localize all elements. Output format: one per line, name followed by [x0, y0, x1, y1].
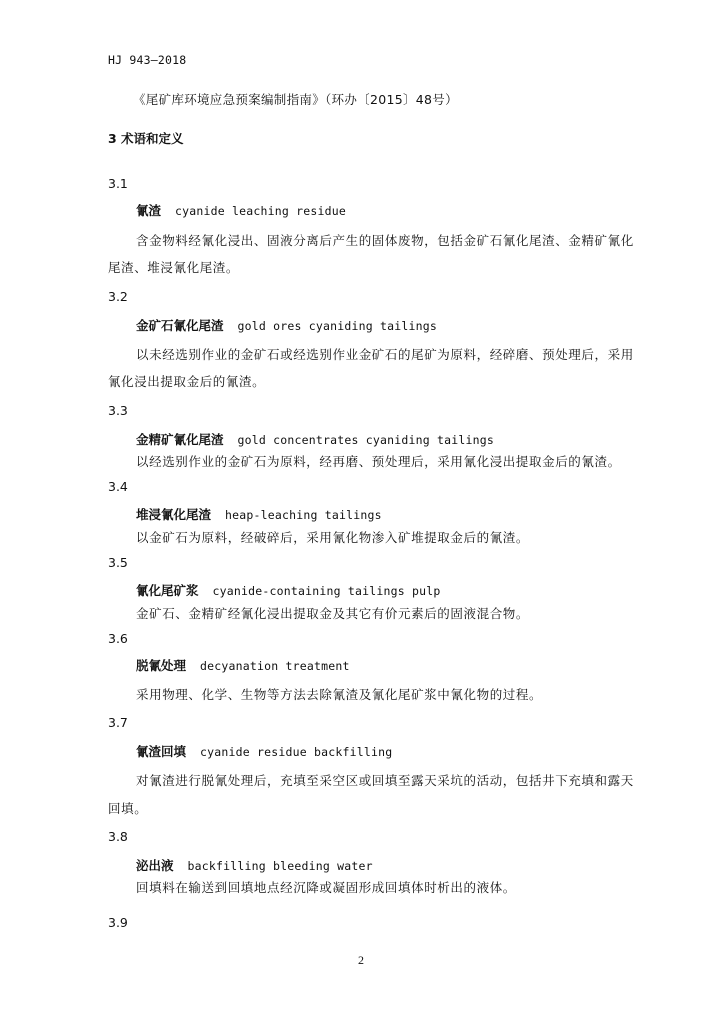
- term-zh: 脱氰处理: [136, 658, 187, 673]
- term-number: 3.1: [108, 176, 128, 191]
- definition-line: 尾渣、堆浸氰化尾渣。: [108, 260, 240, 275]
- term-heading: [136, 205, 346, 218]
- term-zh: 氰化尾矿浆: [136, 583, 199, 598]
- term-heading: [136, 320, 437, 333]
- definition-line: 对氰渣进行脱氰处理后，充填至采空区或回填至露天采坑的活动，包括井下充填和露天: [136, 773, 634, 788]
- definition-line: 回填。: [108, 801, 148, 816]
- term-en: decyanation treatment: [200, 659, 350, 673]
- term-number: 3.2: [108, 289, 128, 304]
- reference-citation: 《尾矿库环境应急预案编制指南》（环办〔2015〕48号）: [133, 92, 458, 107]
- term-zh: 金矿石氰化尾渣: [136, 318, 224, 333]
- definition-line: 金矿石、金精矿经氰化浸出提取金及其它有价元素后的固液混合物。: [136, 606, 530, 621]
- section-title: 3 术语和定义: [108, 131, 184, 146]
- term-number: 3.7: [108, 715, 128, 730]
- term-heading: [136, 434, 494, 447]
- page-number: 2: [358, 953, 364, 967]
- definition-line: 以经选别作业的金矿石为原料，经再磨、预处理后，采用氰化浸出提取金后的氰渣。: [136, 454, 621, 469]
- term-number: 3.6: [108, 631, 128, 646]
- term-number: 3.8: [108, 829, 128, 844]
- definition-line: 采用物理、化学、生物等方法去除氰渣及氰化尾矿浆中氰化物的过程。: [136, 687, 543, 702]
- term-en: heap-leaching tailings: [225, 508, 382, 522]
- term-zh: 氰渣回填: [136, 744, 187, 759]
- term-number: 3.3: [108, 403, 128, 418]
- term-zh: 金精矿氰化尾渣: [136, 432, 224, 447]
- standard-code: HJ 943—2018: [108, 53, 187, 67]
- term-en: gold ores cyaniding tailings: [237, 319, 437, 333]
- term-en: cyanide leaching residue: [175, 204, 346, 218]
- term-heading: [136, 509, 382, 522]
- term-zh: 氰渣: [136, 203, 162, 218]
- term-en: cyanide-containing tailings pulp: [212, 584, 441, 598]
- term-en: gold concentrates cyaniding tailings: [237, 433, 494, 447]
- definition-line: 以金矿石为原料，经破碎后，采用氰化物渗入矿堆提取金后的氰渣。: [136, 530, 530, 545]
- term-heading: [136, 585, 440, 598]
- term-number: 3.5: [108, 555, 128, 570]
- term-en: backfilling bleeding water: [187, 859, 373, 873]
- term-zh: 泌出液: [136, 858, 174, 873]
- term-heading: [136, 746, 392, 759]
- definition-line: 氰化浸出提取金后的氰渣。: [108, 374, 266, 389]
- term-en: cyanide residue backfilling: [200, 745, 393, 759]
- definition-line: 回填料在输送到回填地点经沉降或凝固形成回填体时析出的液体。: [136, 880, 516, 895]
- definition-line: 含金物料经氰化浸出、固液分离后产生的固体废物，包括金矿石氰化尾渣、金精矿氰化: [136, 233, 634, 248]
- definition-line: 以未经选别作业的金矿石或经选别作业金矿石的尾矿为原料，经碎磨、预处理后，采用: [136, 347, 634, 362]
- term-heading: [136, 660, 350, 673]
- term-zh: 堆浸氰化尾渣: [136, 507, 212, 522]
- term-number: 3.9: [108, 915, 128, 930]
- term-number: 3.4: [108, 479, 128, 494]
- term-heading: [136, 860, 373, 873]
